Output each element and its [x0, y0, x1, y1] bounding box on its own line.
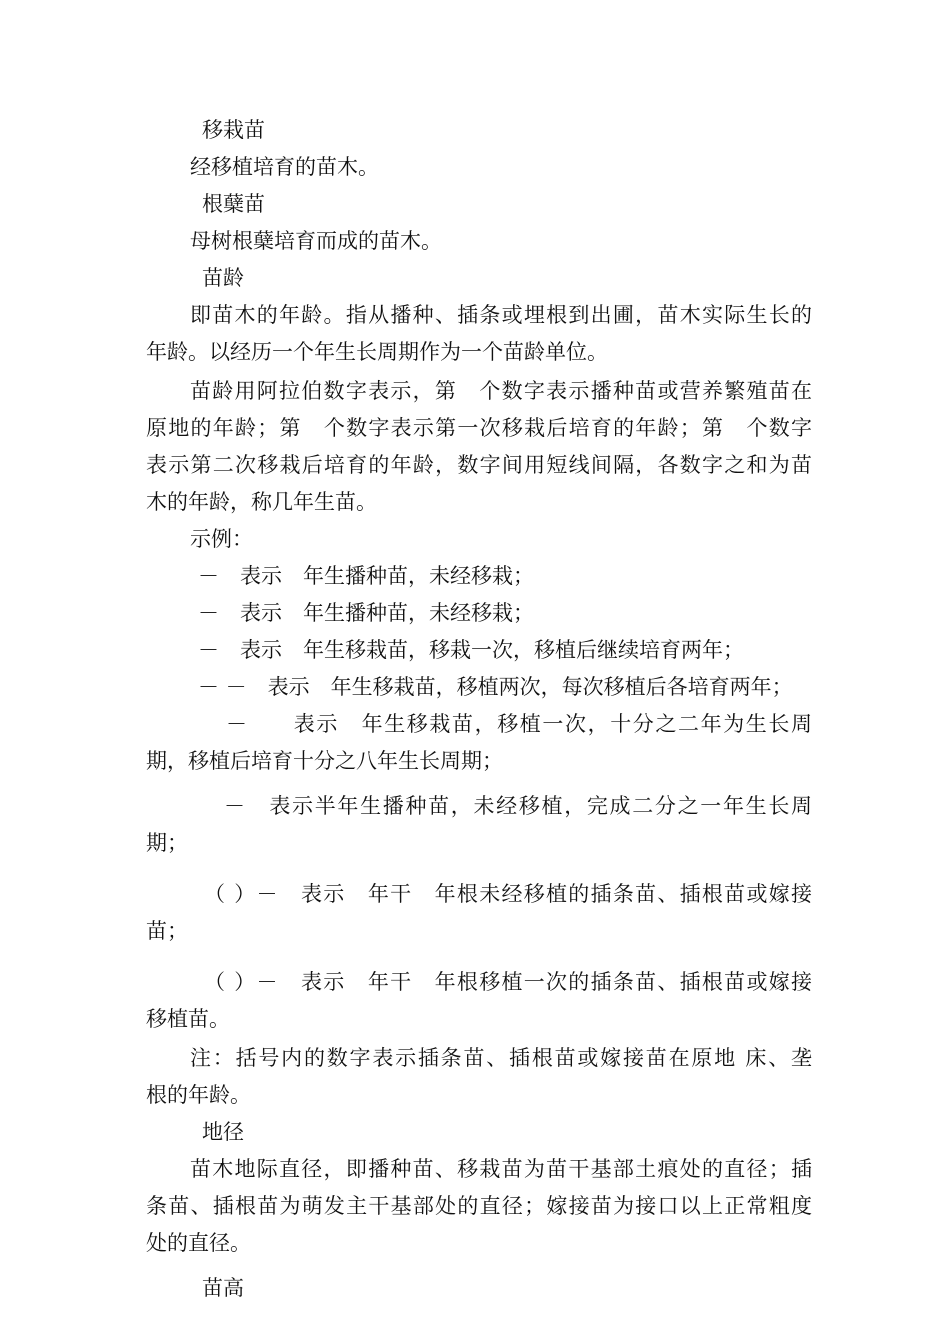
- definition-text: 母树根蘖培育而成的苗木。: [190, 229, 442, 253]
- paragraph-text: 苗龄用阿拉伯数字表示，第 个数字表示播种苗或营养繁殖苗在: [190, 379, 812, 403]
- definition-text: 年龄。以经历一个年生长周期作为一个苗龄单位。: [146, 340, 608, 364]
- definition-text: 经移植培育的苗木。: [190, 155, 379, 179]
- term-heading: 地径: [202, 1120, 244, 1144]
- term-heading: 移栽苗: [202, 118, 265, 142]
- example-item-continued: 移植苗。: [146, 1007, 230, 1031]
- example-heading: 示例：: [190, 527, 253, 551]
- document-page: [146, 112, 812, 1307]
- example-item: （ ）－ 表示 年干 年根未经移植的插条苗、插根苗或嫁接: [204, 882, 812, 906]
- note-text: 根的年龄。: [146, 1083, 251, 1107]
- note-text: 注：括号内的数字表示插条苗、插根苗或嫁接苗在原地 床、垄: [190, 1046, 812, 1070]
- paragraph-text: 表示第二次移栽后培育的年龄，数字间用短线间隔，各数字之和为苗: [146, 453, 812, 477]
- definition-text: 即苗木的年龄。指从播种、插条或埋根到出圃，苗木实际生长的: [190, 303, 812, 327]
- example-item: － 表示 年生播种苗，未经移栽；: [198, 601, 534, 625]
- example-item: － 表示半年生播种苗，未经移植，完成二分之一年生长周: [224, 794, 812, 818]
- example-item: （ ）－ 表示 年干 年根移植一次的插条苗、插根苗或嫁接: [204, 970, 812, 994]
- example-item-continued: 期；: [146, 831, 188, 855]
- definition-text: 条苗、插根苗为萌发主干基部处的直径；嫁接苗为接口以上正常粗度: [146, 1194, 812, 1218]
- term-heading: 苗高: [202, 1276, 244, 1300]
- term-heading: 根蘖苗: [202, 192, 265, 216]
- paragraph-text: 原地的年龄；第 个数字表示第一次移栽后培育的年龄；第 个数字: [146, 416, 812, 440]
- example-item-continued: 苗；: [146, 919, 188, 943]
- term-heading: 苗龄: [202, 266, 244, 290]
- example-item: － 表示 年生移栽苗，移栽一次，移植后继续培育两年；: [198, 638, 744, 662]
- definition-text: 处的直径。: [146, 1231, 251, 1255]
- example-item: － 表示 年生播种苗，未经移栽；: [198, 564, 534, 588]
- example-item: － － 表示 年生移栽苗，移植两次，每次移植后各培育两年；: [198, 675, 793, 699]
- definition-text: 苗木地际直径，即播种苗、移栽苗为苗干基部土痕处的直径；插: [190, 1157, 812, 1181]
- example-item-continued: 期，移植后培育十分之八年生长周期；: [146, 749, 503, 773]
- paragraph-text: 木的年龄，称几年生苗。: [146, 490, 377, 514]
- example-item: － 表示 年生移栽苗，移植一次，十分之二年为生长周: [226, 712, 812, 736]
